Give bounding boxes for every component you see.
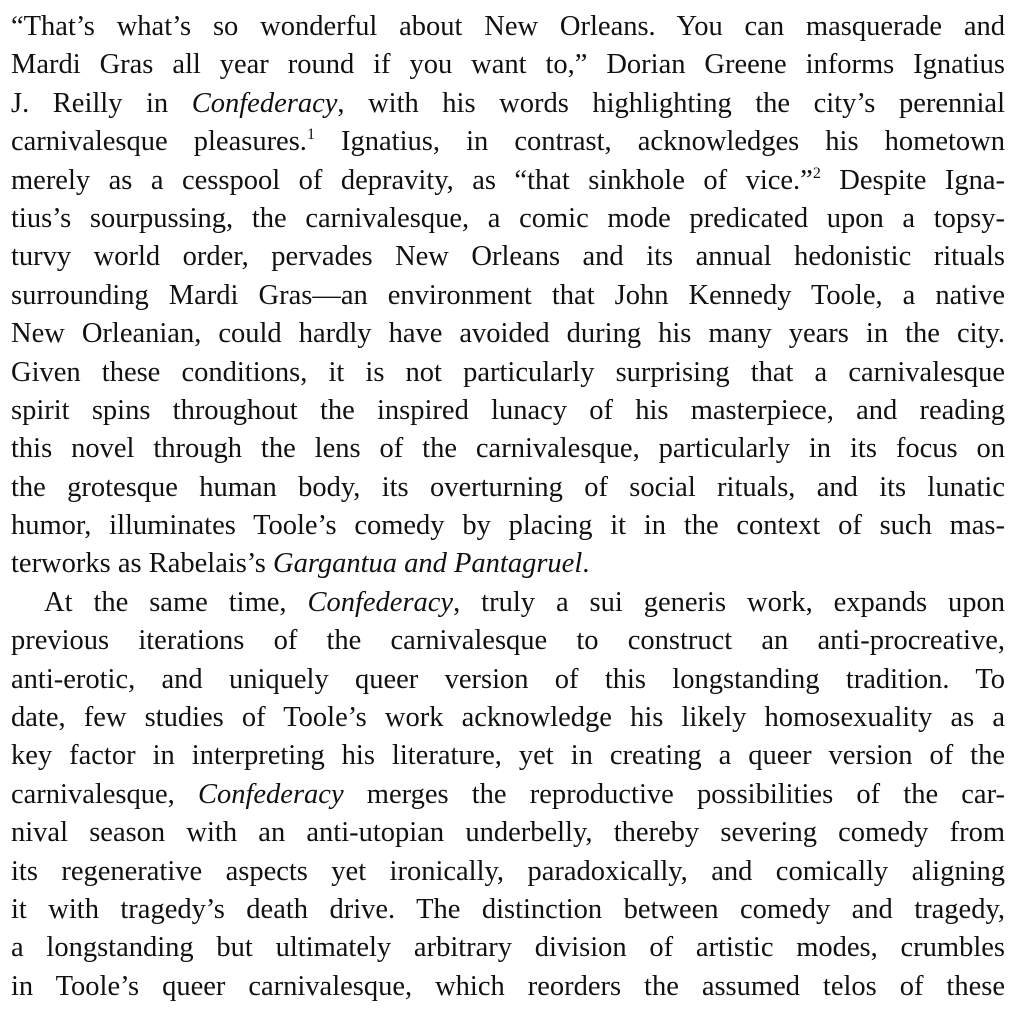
text-line <box>11 699 1005 737</box>
text-run: it with tragedy’s death drive. The distinction between comedy and tragedy, <box>11 893 1005 925</box>
text-line <box>11 354 1005 392</box>
text-line <box>11 238 1005 276</box>
text-line <box>11 891 1005 929</box>
text-run: merely as a cesspool of depravity, as “that sinkhole of vice.” <box>11 164 813 196</box>
text-run: . <box>582 548 590 580</box>
text-line <box>11 469 1005 507</box>
text-run: key factor in interpreting his literature, yet in creating a queer version of the <box>11 740 1005 772</box>
text-line <box>11 968 1005 1006</box>
text-run: this novel through the lens of the carnivalesque, particularly in its focus on <box>11 433 1005 465</box>
text-line <box>11 392 1005 430</box>
text-line <box>11 430 1005 468</box>
text-run: humor, illuminates Toole’s comedy by placing it in the context of such mas- <box>11 510 1005 542</box>
text-line <box>11 200 1005 238</box>
text-run: Mardi Gras all year round if you want to,” Dorian Greene informs Ignatius <box>11 49 1005 81</box>
text-run: anti-erotic, and uniquely queer version of this longstanding tradition. To <box>11 663 1005 695</box>
text-line <box>11 46 1005 84</box>
text-line <box>11 776 1005 814</box>
text-run: carnivalesque pleasures. <box>11 126 307 158</box>
document-page <box>11 8 1005 1006</box>
text-run: New Orleanian, could hardly have avoided during his many years in the city. <box>11 318 1005 350</box>
text-run: spirit spins throughout the inspired lunacy of his masterpiece, and reading <box>11 394 1005 426</box>
text-run: turvy world order, pervades New Orleans and its annual hedonistic rituals <box>11 241 1005 273</box>
paragraph-1 <box>11 8 1005 584</box>
italic-title: Confederacy <box>307 586 454 618</box>
text-line <box>11 584 1005 622</box>
text-run: , with his words highlighting the city’s perennial <box>337 87 1005 119</box>
text-line <box>11 8 1005 46</box>
text-run: Ignatius, in contrast, acknowledges his hometown <box>314 126 1005 158</box>
text-line <box>11 277 1005 315</box>
text-line <box>11 85 1005 123</box>
italic-title: Confederacy <box>197 778 344 810</box>
text-line <box>11 853 1005 891</box>
text-line <box>11 123 1005 161</box>
text-run: the grotesque human body, its overturning of social rituals, and its lunatic <box>11 471 1005 503</box>
text-run: J. Reilly in <box>11 87 192 119</box>
text-run: nival season with an anti-utopian underbelly, thereby severing comedy from <box>11 817 1005 849</box>
footnote-marker: 2 <box>812 164 821 182</box>
text-line <box>11 507 1005 545</box>
text-line <box>11 622 1005 660</box>
text-run: terworks as Rabelais’s <box>11 548 273 580</box>
text-run: , truly a sui generis work, expands upon <box>453 586 1006 618</box>
text-run: “That’s what’s so wonderful about New Orleans. You can masquerade and <box>11 11 1005 42</box>
text-run: its regenerative aspects yet ironically, paradoxically, and comically aligning <box>11 855 1005 887</box>
text-line <box>11 545 1005 583</box>
text-run: previous iterations of the carnivalesque to construct an anti-procreative, <box>11 625 1005 657</box>
text-run: carnivalesque, <box>11 778 198 810</box>
text-run: a longstanding but ultimately arbitrary division of artistic modes, crumbles <box>11 932 1005 964</box>
italic-title: Confederacy <box>191 87 338 119</box>
footnote-marker: 1 <box>306 126 315 144</box>
text-line <box>11 929 1005 967</box>
text-line <box>11 315 1005 353</box>
text-run: Given these conditions, it is not particularly surprising that a carnivalesque <box>11 356 1005 388</box>
text-line <box>11 737 1005 775</box>
text-line <box>11 162 1005 200</box>
text-line <box>11 814 1005 852</box>
paragraph-2 <box>11 584 1005 1006</box>
text-run: date, few studies of Toole’s work acknowledge his likely homosexuality as a <box>11 702 1005 734</box>
text-line <box>11 661 1005 699</box>
text-run: Despite Igna- <box>820 164 1005 196</box>
text-run: At the same time, <box>44 586 308 618</box>
text-run: in Toole’s queer carnivalesque, which reorders the assumed telos of these <box>11 970 1005 1002</box>
text-run: merges the reproductive possibilities of the car- <box>343 778 1005 810</box>
italic-title: Gargantua and Pantagruel <box>272 548 583 580</box>
text-run: surrounding Mardi Gras—an environment that John Kennedy Toole, a native <box>11 279 1005 311</box>
text-run: tius’s sourpussing, the carnivalesque, a comic mode predicated upon a topsy- <box>11 202 1005 234</box>
